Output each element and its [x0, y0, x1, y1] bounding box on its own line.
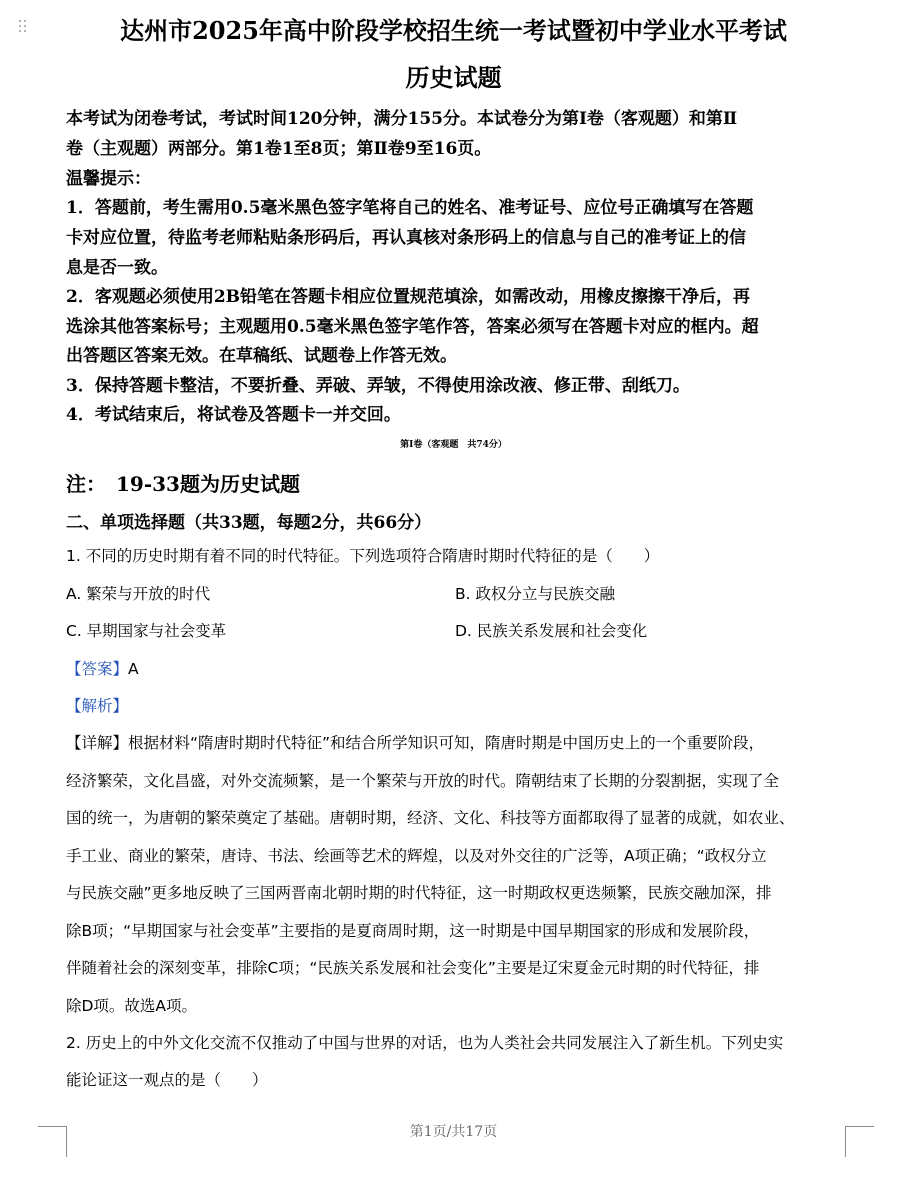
detail-line: 除D项。故选A项。	[66, 997, 198, 1015]
detail-line: 经济繁荣，文化昌盛，对外交流频繁，是一个繁荣与开放的时代。隋朝结束了长期的分裂割据，实现了全	[66, 772, 780, 790]
detail-line: 国的统一，为唐朝的繁荣奠定了基础。唐朝时期，经济、文化、科技等方面都取得了显著的成就，如农业、	[66, 809, 795, 827]
exam-subtitle: 历史试题	[405, 63, 502, 92]
answer-value: A	[128, 660, 139, 678]
instruction-line: 选涂其他答案标号；主观题用0.5毫米黑色签字笔作答，答案必须写在答题卡对应的框内。超	[66, 317, 759, 337]
instruction-line: 卡对应位置，待监考老师粘贴条形码后，再认真核对条形码上的信息与自己的准考证上的信	[66, 228, 746, 248]
question-stem: 能论证这一观点的是（ ）	[66, 1071, 268, 1089]
option-d: D. 民族关系发展和社会变化	[455, 622, 648, 640]
detail-line: 伴随着社会的深刻变革，排除C项；“民族关系发展和社会变化”主要是辽宋夏金元时期的时代特征，排	[66, 959, 760, 977]
instruction-line: 息是否一致。	[66, 258, 168, 278]
detail-line: 除B项；“早期国家与社会变革”主要指的是夏商周时期，这一时期是中国早期国家的形成和发展阶段，	[66, 922, 760, 940]
instruction-line: 2．客观题必须使用2B铅笔在答题卡相应位置规范填涂，如需改动，用橡皮擦擦干净后，再	[66, 287, 751, 307]
instruction-line: 卷（主观题）两部分。第1卷1至8页；第Ⅱ卷9至16页。	[66, 139, 492, 159]
volume-heading: 第Ⅰ卷（客观题 共74分）	[400, 440, 507, 450]
detail-line: 手工业、商业的繁荣，唐诗、书法、绘画等艺术的辉煌，以及对外交往的广泛等，A项正确；“政权分立	[66, 847, 767, 865]
exam-title: 达州市2025年高中阶段学校招生统一考试暨初中学业水平考试	[120, 16, 787, 45]
section-heading: 二、单项选择题（共33题，每题2分，共66分）	[66, 513, 432, 533]
analysis-tag: 【解析】	[66, 697, 129, 715]
question-stem: 2. 历史上的中外文化交流不仅推动了中国与世界的对话，也为人类社会共同发展注入了新生机。下列史实	[66, 1034, 784, 1052]
answer-line	[66, 658, 139, 680]
answer-tag: 【答案】	[66, 660, 129, 678]
detail-line: 【详解】根据材料“隋唐时期时代特征”和结合所学知识可知，隋唐时期是中国历史上的一个重要阶段，	[66, 734, 765, 752]
instruction-line: 3．保持答题卡整洁，不要折叠、弄破、弄皱，不得使用涂改液、修正带、刮纸刀。	[66, 376, 690, 396]
option-a: A. 繁荣与开放的时代	[66, 585, 211, 603]
instruction-line: 本考试为闭卷考试，考试时间120分钟，满分155分。本试卷分为第Ⅰ卷（客观题）和第Ⅱ	[66, 109, 738, 129]
option-c: C. 早期国家与社会变革	[66, 622, 227, 640]
history-note: 注： 19-33题为历史试题	[66, 472, 300, 496]
instruction-line: 出答题区答案无效。在草稿纸、试题卷上作答无效。	[66, 346, 457, 366]
instruction-line: 1．答题前，考生需用0.5毫米黑色签字笔将自己的姓名、准考证号、应位号正确填写在答题	[66, 198, 754, 218]
instruction-line: 温馨提示：	[66, 169, 151, 189]
question-stem: 1. 不同的历史时期有着不同的时代特征。下列选项符合隋唐时期时代特征的是（ ）	[66, 547, 660, 565]
option-b: B. 政权分立与民族交融	[455, 585, 615, 603]
detail-line: 与民族交融”更多地反映了三国两晋南北朝时期的时代特征，这一时期政权更迭频繁，民族交融加深，排	[66, 884, 772, 902]
page-number: 第1页/共17页	[409, 1124, 498, 1140]
instruction-line: 4．考试结束后，将试卷及答题卡一并交回。	[66, 405, 401, 425]
